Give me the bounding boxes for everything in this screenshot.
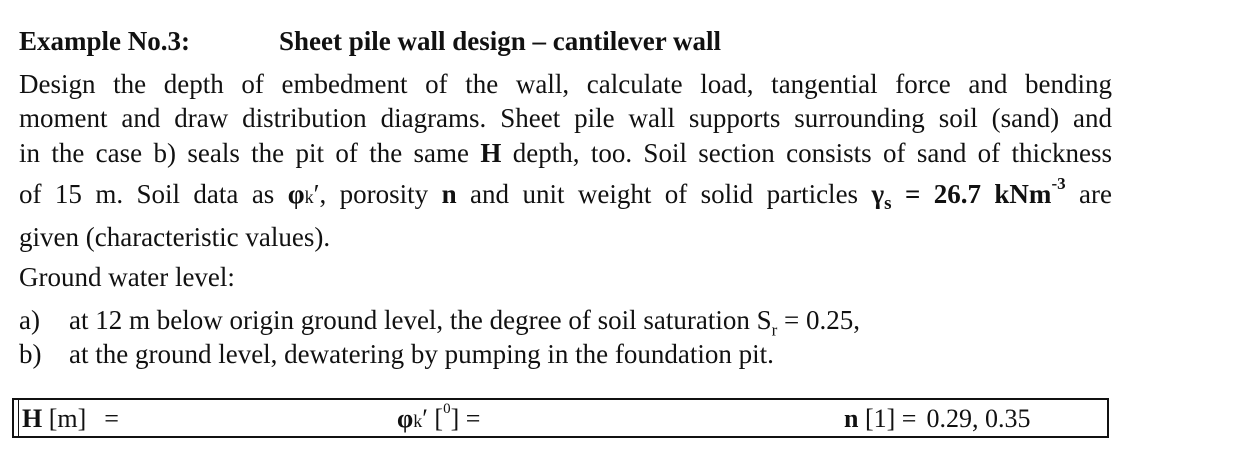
item-a-text-post: = 0.25,	[777, 305, 860, 335]
item-a-text-pre: at 12 m below origin ground level, the degree of soil saturation S	[69, 305, 772, 335]
line4-text-pre: of 15 m. Soil data as	[19, 179, 288, 209]
example-title: Sheet pile wall design – cantilever wall	[279, 26, 721, 56]
friction-angle-cell	[397, 401, 481, 434]
item-b-text: at the ground level, dewatering by pumping in the foundation pit.	[69, 339, 774, 369]
friction-angle-unit-open: ′ [	[422, 404, 444, 433]
item-a-label: a)	[19, 305, 40, 335]
paragraph-line-3	[19, 136, 1112, 170]
unit-exponent: -3	[1051, 174, 1066, 193]
friction-angle-subscript: k	[413, 411, 423, 431]
porosity-label: n	[844, 404, 859, 433]
phi-subscript: k	[304, 187, 314, 207]
degree-superscript: 0	[443, 401, 451, 418]
list-item-a	[19, 303, 1112, 340]
depth-label: H	[22, 404, 43, 433]
depth-unit: [m]	[42, 404, 87, 433]
list-item-b	[19, 337, 1112, 371]
paragraph-line-2: moment and draw distribution diagrams. Sheet pile wall supports surrounding soil (sand) and	[19, 103, 1112, 133]
gamma-symbol: γ	[871, 179, 885, 209]
unit-weight-value: = 26.7 kNm	[891, 179, 1052, 209]
depth-symbol-h: H	[480, 138, 502, 168]
porosity-symbol: n	[441, 179, 457, 209]
table-inner-border	[18, 400, 19, 436]
paragraph-line-5: given (characteristic values).	[19, 222, 331, 252]
paragraph-line-4	[19, 174, 1112, 215]
phi-symbol: φ	[287, 179, 305, 209]
example-heading	[19, 26, 721, 57]
item-b-label: b)	[19, 339, 42, 369]
porosity-unit: [1] =	[858, 404, 917, 433]
depth-cell	[22, 404, 119, 434]
line4-text-end: are	[1065, 179, 1112, 209]
friction-angle-symbol: φ	[397, 404, 414, 433]
ground-water-heading: Ground water level:	[19, 262, 235, 292]
porosity-cell	[844, 404, 1030, 434]
gamma-subscript: s	[884, 193, 892, 214]
line4-text-mid2: and unit weight of solid particles	[456, 179, 872, 209]
example-label: Example No.3:	[19, 26, 190, 56]
porosity-values: 0.29, 0.35	[926, 404, 1031, 433]
parameter-table	[12, 398, 1109, 438]
friction-angle-unit-close: ] =	[450, 404, 481, 433]
saturation-subscript: r	[771, 320, 778, 340]
line4-text-mid1: ′, porosity	[313, 179, 442, 209]
paragraph-line-1: Design the depth of embedment of the wall, calculate load, tangential force and bending	[19, 69, 1112, 99]
line3-text-pre: in the case b) seals the pit of the same	[19, 138, 481, 168]
line3-text-post: depth, too. Soil section consists of sand of thickness	[501, 138, 1112, 168]
depth-equals: =	[104, 404, 119, 433]
